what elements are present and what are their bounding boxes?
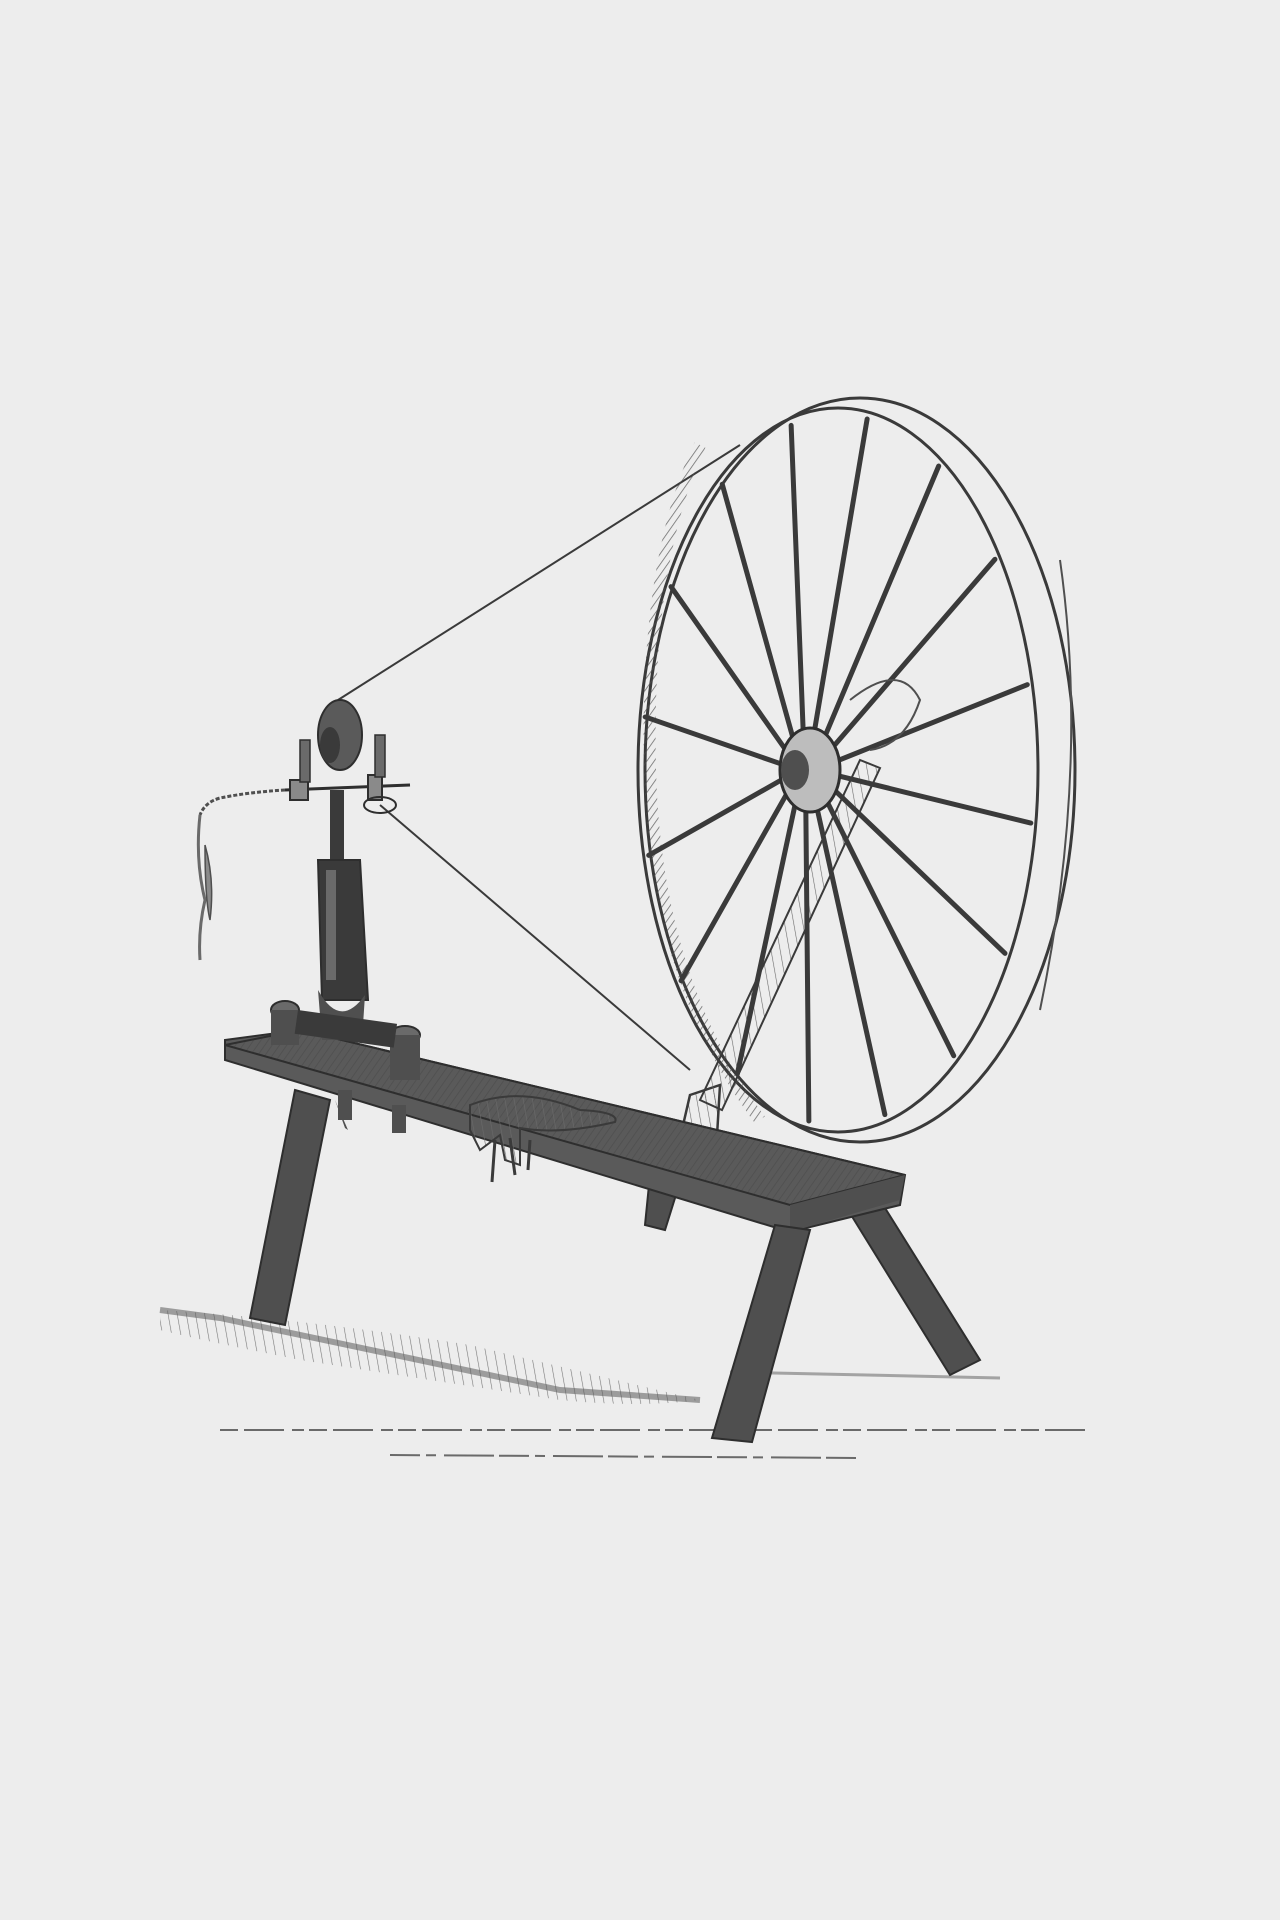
wheel-spoke xyxy=(838,776,1031,823)
wheel-spoke xyxy=(722,484,793,739)
wheel-spoke xyxy=(833,559,995,747)
yarn-strand xyxy=(198,790,285,960)
wheel-spoke xyxy=(645,717,782,764)
wheel-spoke xyxy=(814,419,867,732)
wheel-spoke xyxy=(837,685,1027,761)
wheel-spoke xyxy=(806,808,809,1121)
wheel-spoke xyxy=(671,587,786,751)
wheel-spoke xyxy=(791,425,803,733)
wheel-spoke xyxy=(649,779,783,855)
wheel-spoke xyxy=(824,466,938,737)
bench-top xyxy=(225,1030,905,1232)
